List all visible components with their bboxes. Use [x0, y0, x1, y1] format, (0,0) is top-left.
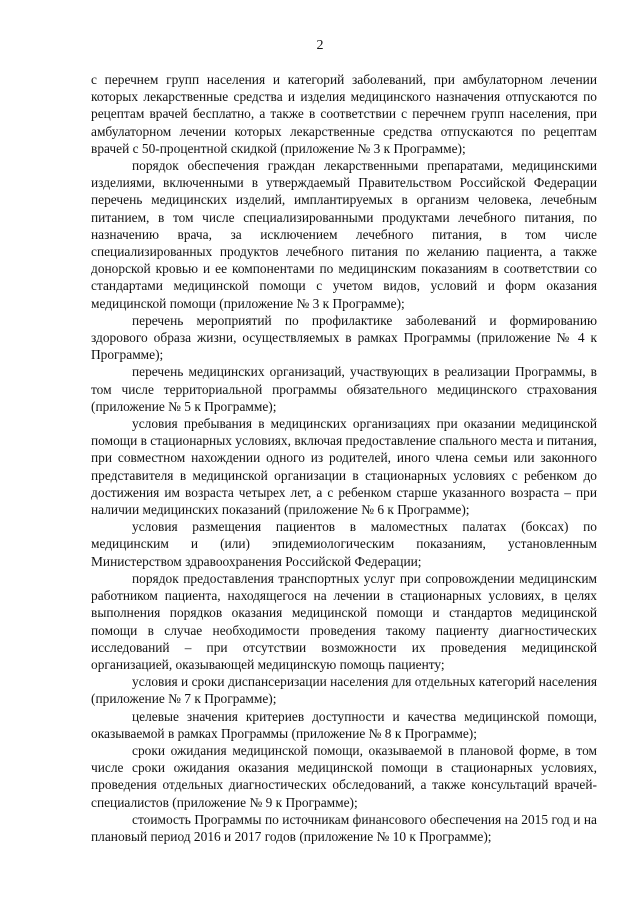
page-number: 2 [316, 38, 324, 53]
paragraph-continuation: с перечнем групп населения и категорий заболеваний, при амбулаторном лечении которых лекарственные средства и изделия медицинского назначения отпускаются по рецептам врачей бесплатно, а также в соответствии с перечнем групп населения, при амбулаторном лечении которых лекарственные средства отпускаются по рецептам врачей с 50-процентной скидкой (приложение № 3 к Программе); [91, 72, 597, 156]
paragraph-stay-conditions: условия пребывания в медицинских организациях при оказании медицинской помощи в стационарных условиях, включая предоставление спального места и питания, при совместном нахождении одного из родителей, иного члена семьи или законного представителя в медицинской организации в стационарных условиях с ребенком до достижения им возраста четырех лет, а с ребенком старше указанного возраста – при наличии медицинских показаний (приложение № 6 к Программе); [91, 416, 597, 518]
paragraph-medical-organizations: перечень медицинских организаций, участвующих в реализации Программы, в том числе территориальной программы обязательного медицинского страхования (приложение № 5 к Программе); [91, 364, 597, 414]
paragraph-medication-provision: порядок обеспечения граждан лекарственными препаратами, медицинскими изделиями, включенными в утверждаемый Правительством Российской Федерации перечень медицинских изделий, имплантируемых в организм человека, лечебным питанием, в том числе специализированными продуктами лечебного питания, по назначению врача, за исключением лечебного питания, в том числе специализированных продуктов лечебного питания по желанию пациента, а также донорской кровью и ее компонентами по медицинским показаниям в соответствии со стандартами медицинской помощи с учетом видов, условий и форм оказания медицинской помощи (приложение № 3 к Программе); [91, 158, 597, 311]
paragraph-quality-criteria: целевые значения критериев доступности и качества медицинской помощи, оказываемой в рамках Программы (приложение № 8 к Программе); [91, 708, 597, 741]
document-body [91, 71, 597, 845]
paragraph-prevention-measures: перечень мероприятий по профилактике заболеваний и формированию здорового образа жизни, осуществляемых в рамках Программы (приложение № 4 к Программе); [91, 312, 597, 363]
paragraph-boxed-wards: условия размещения пациентов в маломестных палатах (боксах) по медицинским и (или) эпидемиологическим показаниям, установленным Министерством здравоохранения Российской Федерации; [91, 519, 597, 569]
paragraph-dispensary: условия и сроки диспансеризации населения для отдельных категорий населения (приложение № 7 к Программе); [91, 674, 597, 707]
paragraph-program-cost: стоимость Программы по источникам финансового обеспечения на 2015 год и на плановый период 2016 и 2017 годов (приложение № 10 к Программе); [91, 811, 597, 844]
paragraph-waiting-times: сроки ожидания медицинской помощи, оказываемой в плановой форме, в том числе сроки ожидания оказания медицинской помощи в стационарных условиях, проведения отдельных диагностических обследований, а также консультаций врачей-специалистов (приложение № 9 к Программе); [91, 742, 597, 810]
paragraph-transport-services: порядок предоставления транспортных услуг при сопровождении медицинским работником пациента, находящегося на лечении в стационарных условиях, в целях выполнения порядков оказания медицинской помощи и стандартов медицинской помощи в случае необходимости проведения такому пациенту диагностических исследований – при отсутствии возможности их проведения медицинской организацией, оказывающей медицинскую помощь пациенту; [91, 570, 597, 672]
